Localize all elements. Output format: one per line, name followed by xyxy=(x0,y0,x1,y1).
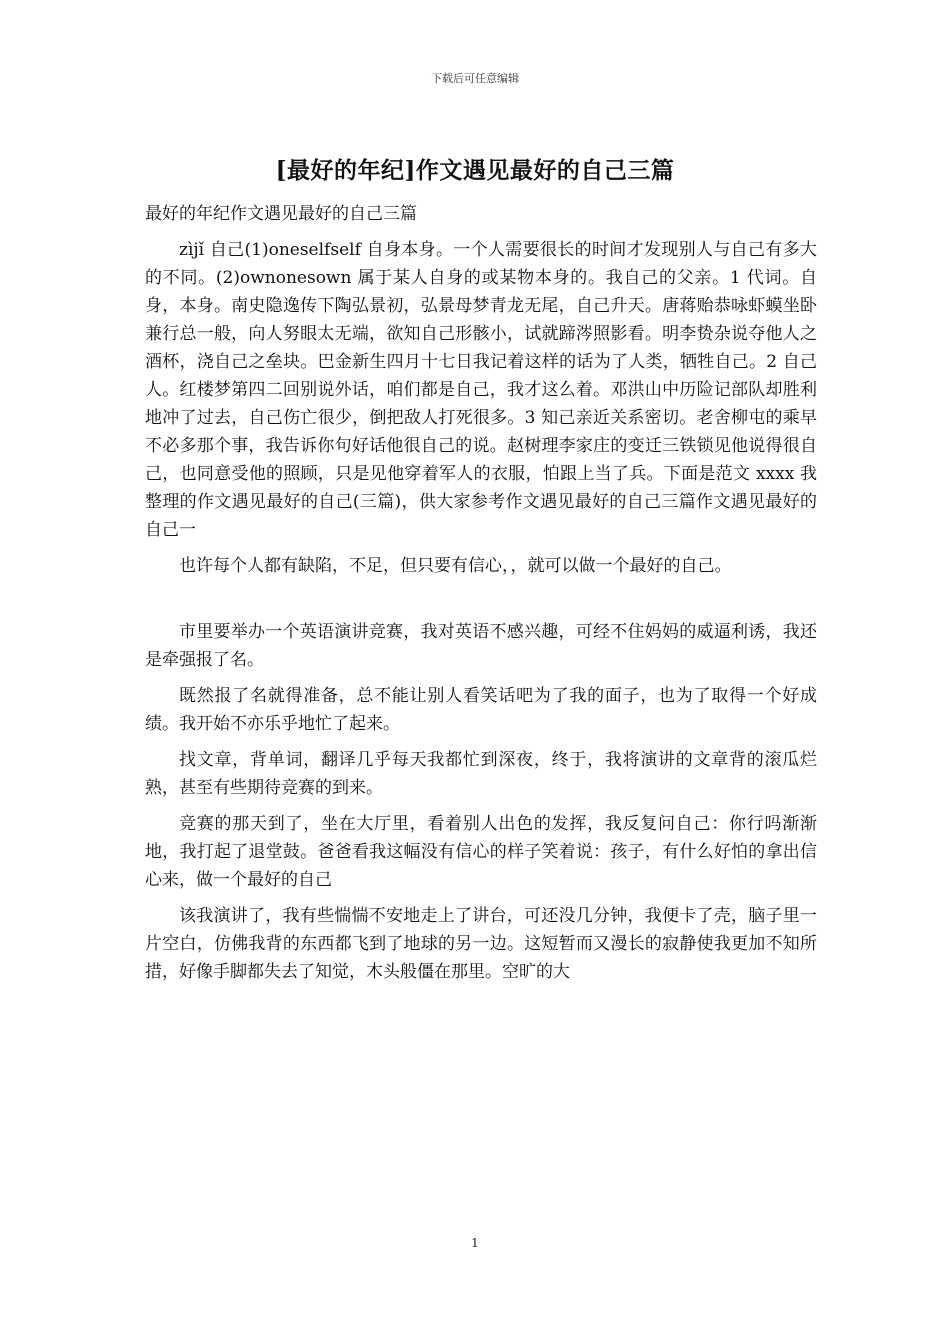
body-paragraph: 竞赛的那天到了，坐在大厅里，看着别人出色的发挥，我反复问自己：你行吗渐渐地，我打起了退堂鼓。爸爸看我这幅没有信心的样子笑着说：孩子，有什么好怕的拿出信心来，做一个最好的自己 xyxy=(145,814,817,890)
page-number: 1 xyxy=(471,1236,479,1250)
body-paragraph: 既然报了名就得准备，总不能让别人看笑话吧为了我的面子，也为了取得一个好成绩。我开始不亦乐乎地忙了起来。 xyxy=(145,686,817,734)
body-paragraph: 也许每个人都有缺陷，不足，但只要有信心，，就可以做一个最好的自己。 xyxy=(179,556,732,576)
header-note: 下载后可任意编辑 xyxy=(431,72,519,85)
body-paragraph: 该我演讲了，我有些惴惴不安地走上了讲台，可还没几分钟，我便卡了壳，脑子里一片空白，仿佛我背的东西都飞到了地球的另一边。这短暂而又漫长的寂静使我更加不知所措，好像手脚都失去了知觉，木头般僵在那里。空旷的大 xyxy=(145,906,817,982)
definition-paragraph: zìjǐ 自己(1)oneselfself 自身本身。一个人需要很长的时间才发现别人与自己有多大的不同。(2)ownonesown 属于某人自身的或某物本身的。我自己的父亲。1 代词。自身，本身。南史隐逸传下陶弘景初，弘景母梦青龙无尾，自己升天。唐蒋贻恭咏虾蟆坐卧兼行总一般，向人努眼太无端，欲知自己形骸小，试就蹄涔照影看。明李贽杂说夺他人之酒杯，浇自己之垒块。巴金新生四月十七日我记着这样的话为了人类，牺牲自己。2 自己人。红楼梦第四二回别说外话，咱们都是自己，我才这么着。邓洪山中历险记部队却胜利地冲了过去，自己伤亡很少，倒把敌人打死很多。3 知己亲近关系密切。老舍柳屯的乘早不必多那个事，我告诉你句好话他很自己的说。赵树理李家庄的变迁三铁锁见他说得很自己，也同意受他的照顾，只是见他穿着军人的衣服，怕跟上当了兵。下面是范文 xxxx 我整理的作文遇见最好的自己(三篇)，供大家参考作文遇见最好的自己三篇作文遇见最好的自己一 xyxy=(145,240,817,540)
document-title: [最好的年纪]作文遇见最好的自己三篇 xyxy=(275,157,675,184)
document-body xyxy=(145,200,817,986)
body-paragraph: 市里要举办一个英语演讲竞赛，我对英语不感兴趣，可经不住妈妈的威逼利诱，我还是牵强报了名。 xyxy=(145,622,817,670)
subtitle-paragraph: 最好的年纪作文遇见最好的自己三篇 xyxy=(145,204,417,224)
body-paragraph: 找文章，背单词，翻译几乎每天我都忙到深夜，终于，我将演讲的文章背的滚瓜烂熟，甚至有些期待竞赛的到来。 xyxy=(145,750,817,798)
